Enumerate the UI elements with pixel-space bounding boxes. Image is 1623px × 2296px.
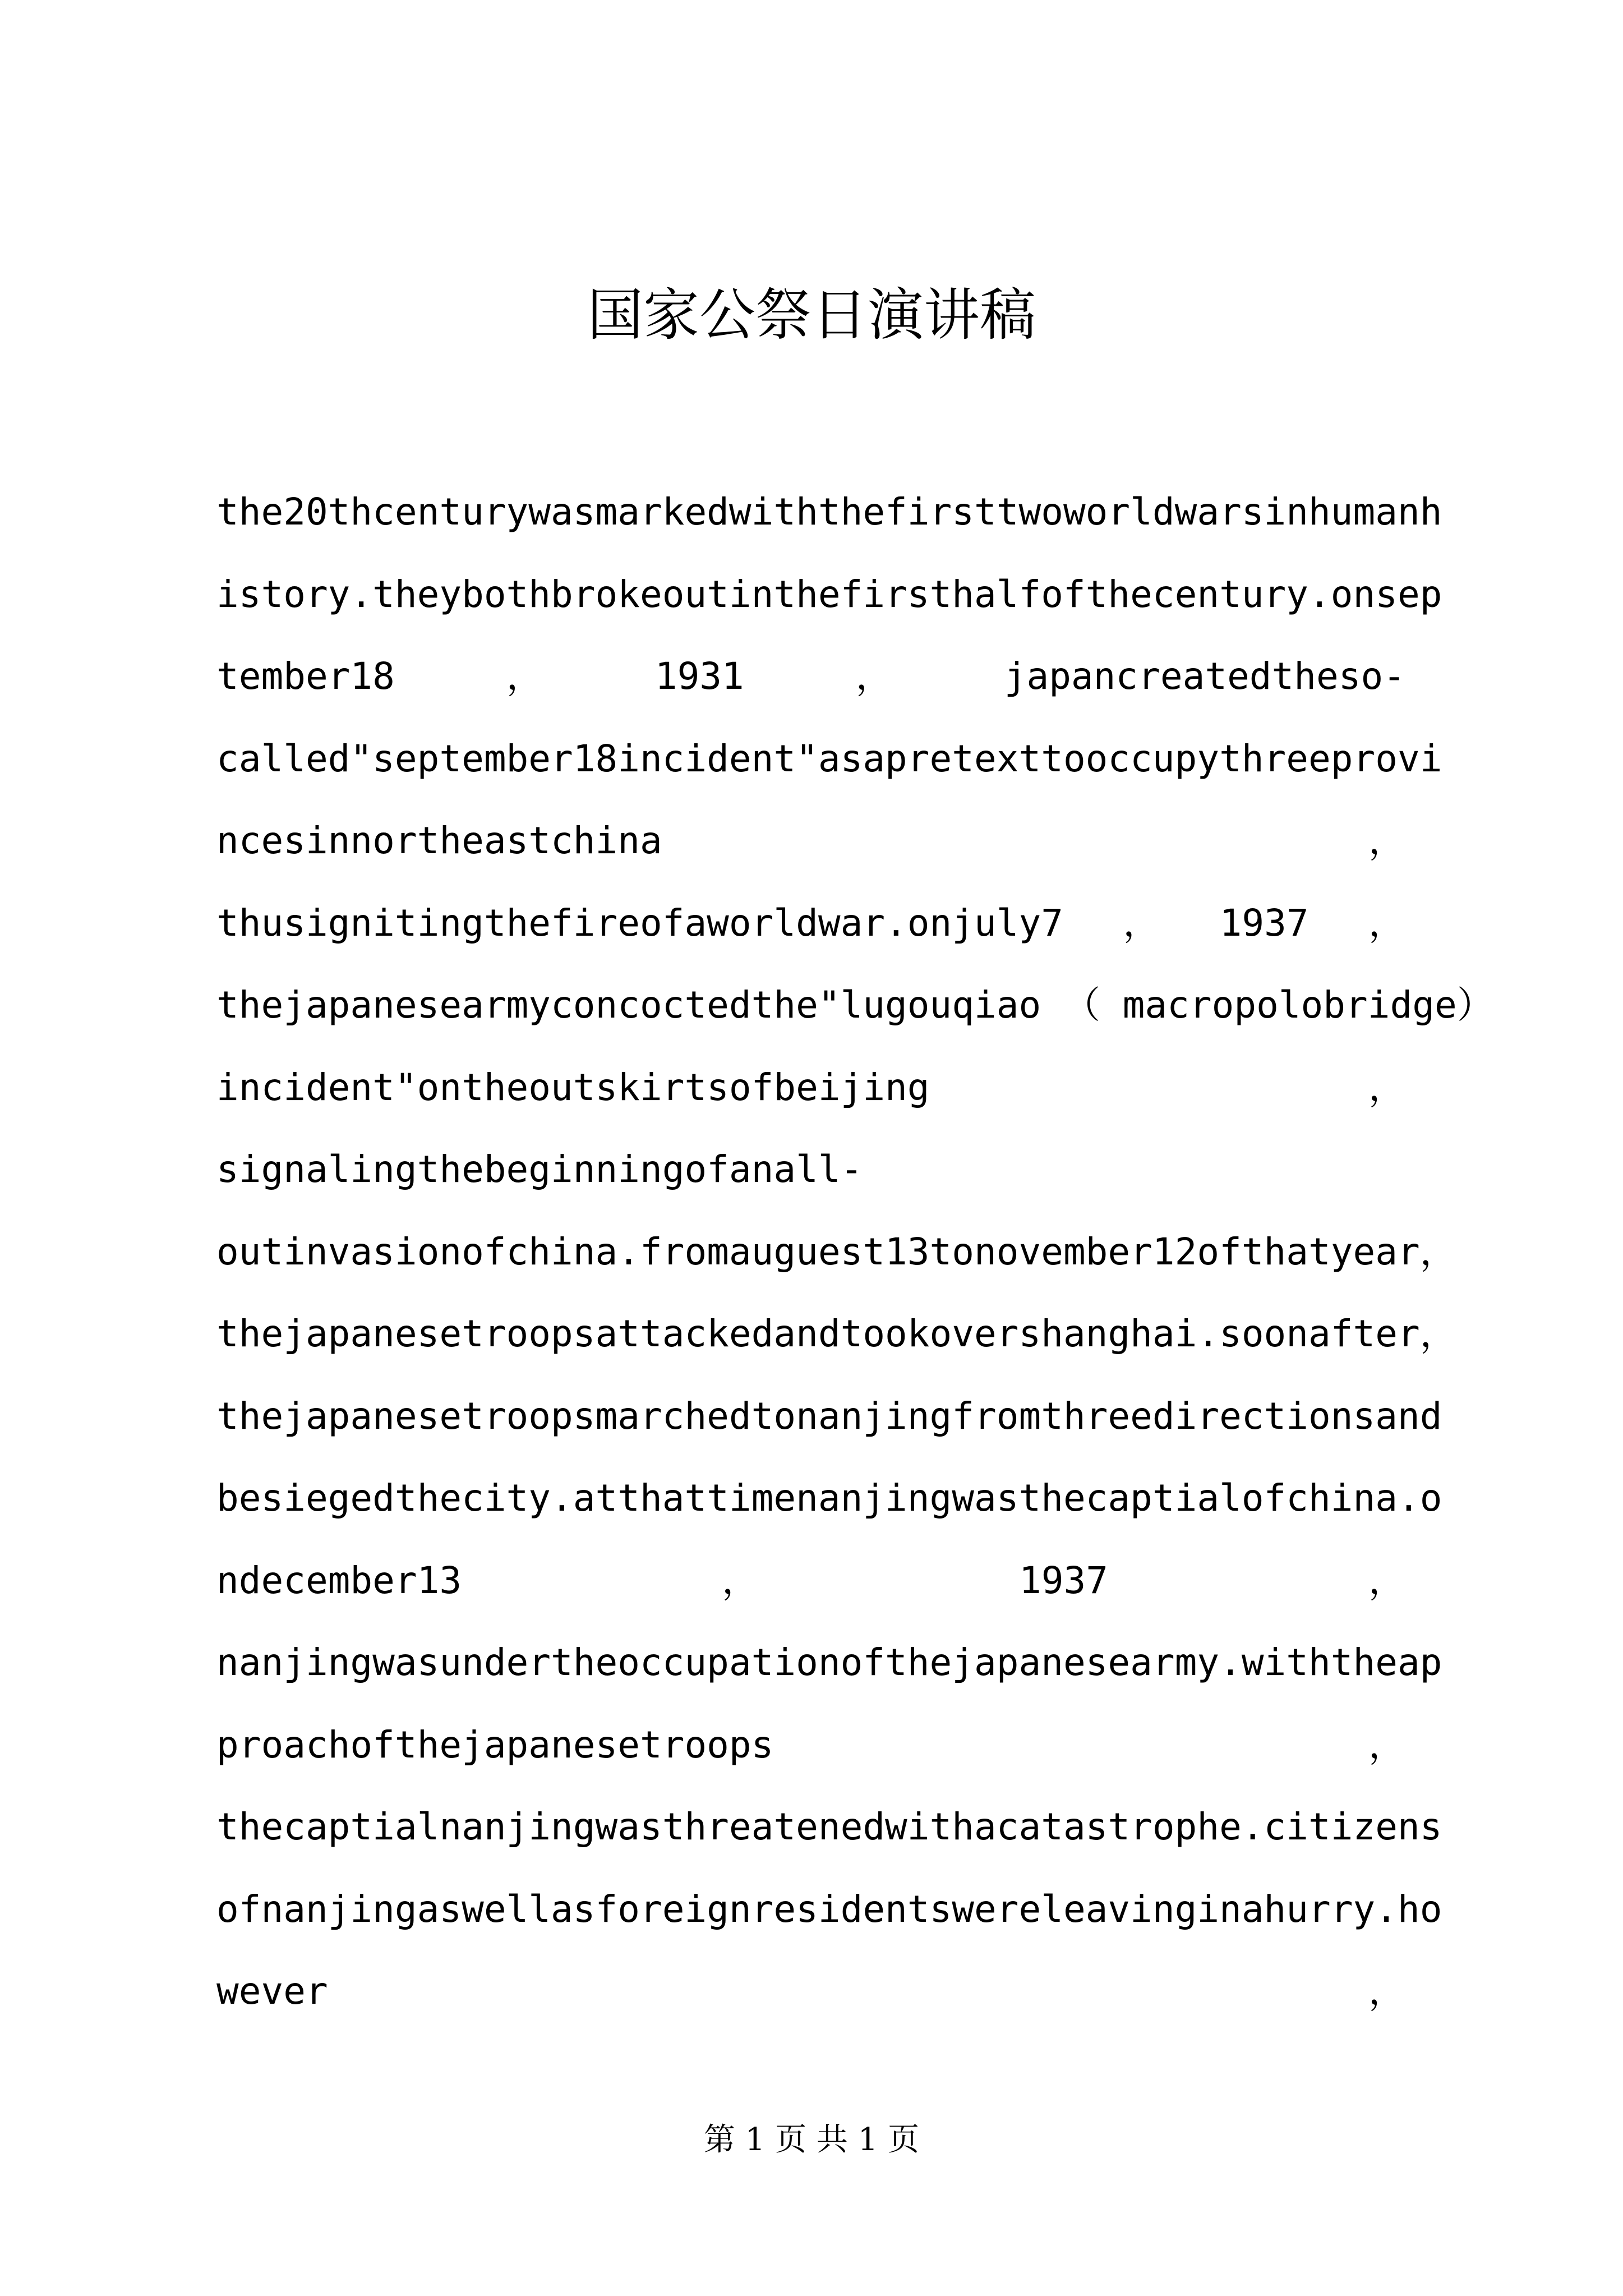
text-line <box>216 636 1405 718</box>
text-segment: 1937 <box>1219 901 1309 945</box>
text-segment: the20thcenturywasmarkedwiththefirsttwoworldwarsinhumanh <box>216 490 1442 533</box>
text-line <box>216 554 1442 636</box>
text-segment: thejapanesetroopsattackedandtookovershanghai.soonafter， <box>216 1312 1457 1355</box>
text-segment: called"september18incident"asapretexttooccupythreeprovi <box>216 737 1442 780</box>
text-segment: ， <box>506 655 543 698</box>
text-line <box>216 1704 1405 1787</box>
text-line <box>216 1457 1442 1540</box>
text-line <box>216 1622 1442 1704</box>
text-line <box>216 1786 1442 1869</box>
text-segment: ， <box>1368 1723 1405 1766</box>
text-segment: besiegedthecity.atthattimenanjingwasthecaptialofchina.o <box>216 1476 1442 1520</box>
text-segment: thusignitingthefireofaworldwar.onjuly7 <box>216 901 1063 945</box>
text-line <box>216 800 1405 882</box>
text-segment: 1937 <box>1019 1558 1109 1602</box>
text-segment: thejapanesearmyconcoctedthe"lugouqiao （ macropolobridge） <box>216 983 1494 1027</box>
text-segment: nanjingwasundertheoccupationofthejapanesearmy.withtheap <box>216 1641 1442 1684</box>
document-body <box>216 471 1494 2033</box>
text-segment: ， <box>855 655 893 698</box>
text-segment: outinvasionofchina.fromauguest13tonovember12ofthatyear， <box>216 1230 1457 1273</box>
text-line <box>216 882 1405 965</box>
text-line <box>216 718 1442 800</box>
text-line <box>216 964 1494 1047</box>
text-line <box>216 1375 1442 1458</box>
text-line <box>216 1047 1405 1129</box>
text-segment: proachofthejapanesetroops <box>216 1723 774 1766</box>
text-line <box>216 1211 1457 1294</box>
text-segment: wever <box>216 1970 328 2013</box>
text-segment: ， <box>1368 1558 1405 1602</box>
document-title: 国家公祭日演讲稿 <box>587 282 1036 348</box>
text-line <box>216 1869 1442 1951</box>
text-segment: ， <box>1368 1065 1405 1109</box>
text-segment: ofnanjingaswellasforeignresidentswereleavinginahurry.ho <box>216 1887 1442 1931</box>
page-footer: 第 1 页 共 1 页 <box>703 2122 920 2158</box>
text-line <box>216 471 1442 554</box>
text-segment: istory.theybothbrokeoutinthefirsthalfofthecentury.onsep <box>216 572 1442 616</box>
text-segment: tember18 <box>216 655 395 698</box>
text-segment: ncesinnortheastchina <box>216 819 662 862</box>
text-segment: japancreatedtheso- <box>1004 655 1405 698</box>
text-line <box>216 1540 1405 1622</box>
text-line <box>216 1293 1457 1375</box>
text-segment: ， <box>1123 901 1160 945</box>
text-segment: thecaptialnanjingwasthreatenedwithacatastrophe.citizens <box>216 1805 1442 1848</box>
text-segment: 1931 <box>654 655 744 698</box>
text-line <box>216 1129 1405 1211</box>
text-segment: ， <box>1368 901 1405 945</box>
text-segment: incident"ontheoutskirtsofbeijing <box>216 1065 930 1109</box>
text-segment: thejapanesetroopsmarchedtonanjingfromthreedirectionsand <box>216 1394 1442 1438</box>
text-line <box>216 1950 1405 2033</box>
text-segment: signalingthebeginningofanall- <box>216 1148 863 1191</box>
text-segment: ， <box>722 1558 759 1602</box>
text-segment: ndecember13 <box>216 1558 462 1602</box>
text-segment: ， <box>1368 819 1405 862</box>
text-segment: ， <box>1368 1970 1405 2013</box>
